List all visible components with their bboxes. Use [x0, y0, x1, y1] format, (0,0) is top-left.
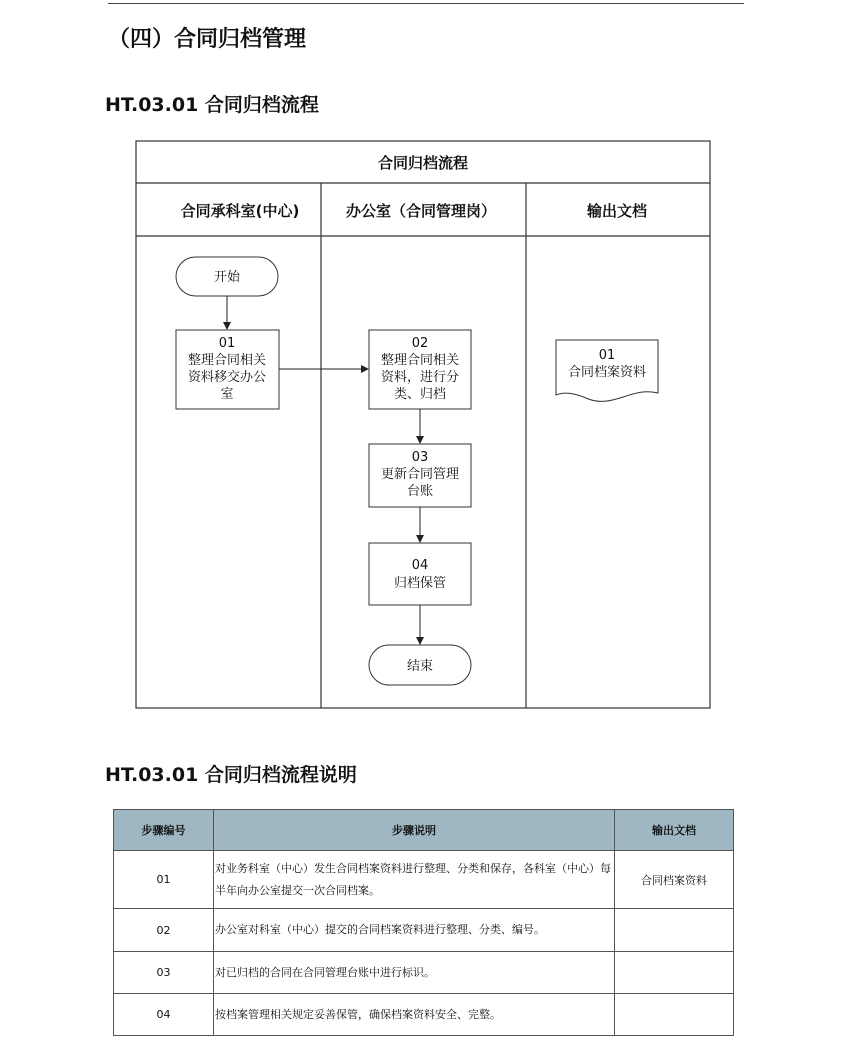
- step-02-line1: 整理合同相关: [380, 353, 460, 368]
- step-03-line1: 更新合同管理: [380, 467, 460, 482]
- step-no-cell: 01: [114, 851, 214, 909]
- flow-heading: HT.03.01 合同归档流程: [105, 94, 319, 116]
- step-04-box: [369, 543, 471, 605]
- table-row: [114, 851, 734, 909]
- output-doc-no: 01: [598, 348, 616, 363]
- step-04-line1: 归档保管: [393, 576, 447, 591]
- table-row: [114, 952, 734, 994]
- table-row: [114, 909, 734, 952]
- step-01-line3: 室: [220, 387, 234, 402]
- step-desc-cell: 办公室对科室（中心）提交的合同档案资料进行整理、分类、编号。: [214, 909, 615, 952]
- step-desc-cell: 对业务科室（中心）发生合同档案资料进行整理、分类和保存，各科室（中心）每半年向办公室提交一次合同档案。: [214, 851, 615, 909]
- end-label: 结束: [406, 659, 434, 674]
- step-01-no: 01: [218, 336, 236, 351]
- col-header-step-desc: 步骤说明: [214, 810, 615, 851]
- step-02-line3: 类、归档: [393, 387, 447, 402]
- step-description-table: [113, 809, 734, 1036]
- lane-header-dept: 合同承科室(中心): [180, 202, 300, 220]
- output-cell: [615, 909, 734, 952]
- section-title: （四）合同归档管理: [108, 27, 307, 52]
- col-header-output: 输出文档: [615, 810, 734, 851]
- flowchart-frame: [136, 141, 710, 708]
- step-03-line2: 台账: [406, 484, 434, 499]
- lane-header-output: 输出文档: [586, 202, 648, 220]
- step-04-no: 04: [411, 558, 429, 573]
- step-no-cell: 04: [114, 994, 214, 1036]
- output-cell: [615, 952, 734, 994]
- step-01-line2: 资料移交办公: [187, 370, 267, 385]
- table-row: [114, 994, 734, 1036]
- table-header-row: [114, 810, 734, 851]
- step-02-no: 02: [411, 336, 429, 351]
- col-header-step-no: 步骤编号: [114, 810, 214, 851]
- step-desc-cell: 按档案管理相关规定妥善保管，确保档案资料安全、完整。: [214, 994, 615, 1036]
- step-02-line2: 资料，进行分: [380, 370, 460, 385]
- flowchart-title: 合同归档流程: [377, 154, 469, 172]
- step-03-no: 03: [411, 450, 429, 465]
- step-01-line1: 整理合同相关: [187, 353, 267, 368]
- start-label: 开始: [213, 270, 241, 285]
- output-cell: [615, 994, 734, 1036]
- step-desc-cell: 对已归档的合同在合同管理台账中进行标识。: [214, 952, 615, 994]
- output-doc-label: 合同档案资料: [567, 365, 647, 380]
- desc-heading: HT.03.01 合同归档流程说明: [105, 764, 357, 786]
- step-no-cell: 02: [114, 909, 214, 952]
- output-cell: 合同档案资料: [615, 851, 734, 909]
- lane-header-office: 办公室（合同管理岗）: [345, 202, 497, 220]
- step-no-cell: 03: [114, 952, 214, 994]
